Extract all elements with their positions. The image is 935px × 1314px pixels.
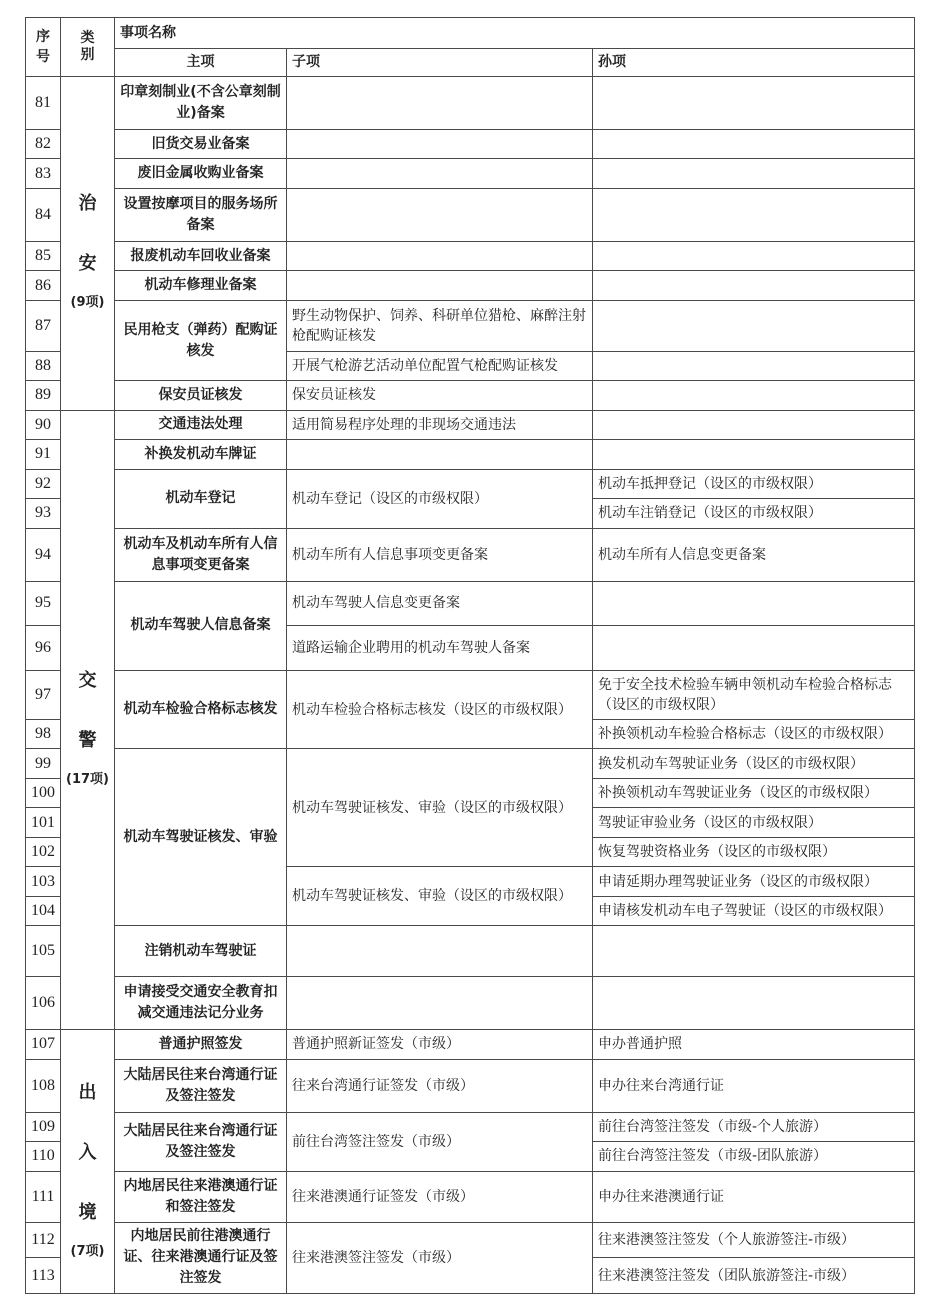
category-char: 入 <box>78 1141 97 1163</box>
main-item-cell: 废旧金属收购业备案 <box>115 159 287 189</box>
category-name <box>61 651 114 771</box>
row-number: 105 <box>26 926 61 977</box>
main-item-cell: 报废机动车回收业备案 <box>115 241 287 271</box>
grand-item-cell <box>593 626 915 671</box>
main-item-cell: 内地居民往来港澳通行证和签注签发 <box>115 1171 287 1222</box>
header-row-2 <box>26 48 915 76</box>
main-item-cell: 机动车驾驶人信息备案 <box>115 581 287 671</box>
table-row <box>26 381 915 411</box>
row-number: 111 <box>26 1171 61 1222</box>
category-char: 警 <box>78 729 97 751</box>
sub-item-cell <box>287 271 593 301</box>
sub-item-cell <box>287 977 593 1030</box>
grand-item-cell <box>593 581 915 626</box>
category-name <box>61 174 114 294</box>
row-number: 84 <box>26 188 61 241</box>
grand-item-cell <box>593 77 915 130</box>
matters-table <box>25 17 915 1294</box>
table-row <box>26 528 915 581</box>
grand-item-cell <box>593 129 915 159</box>
sub-item-cell: 保安员证核发 <box>287 381 593 411</box>
category-cell <box>61 77 115 411</box>
sub-item-cell: 机动车驾驶证核发、审验（设区的市级权限） <box>287 867 593 926</box>
main-item-cell: 大陆居民往来台湾通行证及签注签发 <box>115 1112 287 1171</box>
category-count: (9项) <box>70 295 105 311</box>
row-number: 112 <box>26 1222 61 1258</box>
category-cell <box>61 410 115 1030</box>
row-number: 95 <box>26 581 61 626</box>
table-row <box>26 1059 915 1112</box>
row-number: 103 <box>26 867 61 897</box>
category-count: (7项) <box>70 1243 105 1259</box>
row-number: 90 <box>26 410 61 440</box>
row-number: 83 <box>26 159 61 189</box>
row-number: 93 <box>26 499 61 529</box>
sub-item-cell: 野生动物保护、饲养、科研单位猎枪、麻醉注射枪配购证核发 <box>287 300 593 351</box>
row-number: 106 <box>26 977 61 1030</box>
header-category <box>61 18 115 77</box>
table-row <box>26 1171 915 1222</box>
grand-item-cell: 申请核发机动车电子驾驶证（设区的市级权限） <box>593 896 915 926</box>
grand-item-cell: 机动车所有人信息变更备案 <box>593 528 915 581</box>
row-number: 89 <box>26 381 61 411</box>
table-row <box>26 440 915 470</box>
sub-item-cell <box>287 77 593 130</box>
table-row <box>26 671 915 720</box>
grand-item-cell: 驾驶证审验业务（设区的市级权限） <box>593 808 915 838</box>
row-number: 108 <box>26 1059 61 1112</box>
header-row-1 <box>26 18 915 49</box>
category-char: 安 <box>78 253 97 275</box>
header-no: 序号 <box>26 18 61 77</box>
grand-item-cell <box>593 241 915 271</box>
table-row <box>26 129 915 159</box>
grand-item-cell <box>593 159 915 189</box>
header-sub: 子项 <box>287 48 593 76</box>
table-row <box>26 977 915 1030</box>
sub-item-cell: 往来港澳签注签发（市级） <box>287 1222 593 1293</box>
main-item-cell: 机动车及机动车所有人信息事项变更备案 <box>115 528 287 581</box>
grand-item-cell <box>593 381 915 411</box>
grand-item-cell <box>593 440 915 470</box>
row-number: 94 <box>26 528 61 581</box>
row-number: 87 <box>26 300 61 351</box>
row-number: 96 <box>26 626 61 671</box>
grand-item-cell: 申办往来台湾通行证 <box>593 1059 915 1112</box>
main-item-cell: 普通护照签发 <box>115 1030 287 1060</box>
category-count: (17项) <box>66 771 109 787</box>
grand-item-cell: 前往台湾签注签发（市级-个人旅游） <box>593 1112 915 1142</box>
main-item-cell: 保安员证核发 <box>115 381 287 411</box>
grand-item-cell: 免于安全技术检验车辆申领机动车检验合格标志（设区的市级权限） <box>593 671 915 720</box>
sub-item-cell: 机动车驾驶证核发、审验（设区的市级权限） <box>287 749 593 867</box>
main-item-cell: 民用枪支（弹药）配购证核发 <box>115 300 287 380</box>
row-number: 104 <box>26 896 61 926</box>
grand-item-cell: 换发机动车驾驶证业务（设区的市级权限） <box>593 749 915 779</box>
grand-item-cell: 机动车注销登记（设区的市级权限） <box>593 499 915 529</box>
grand-item-cell: 恢复驾驶资格业务（设区的市级权限） <box>593 837 915 867</box>
main-item-cell: 交通违法处理 <box>115 410 287 440</box>
sub-item-cell: 适用简易程序处理的非现场交通违法 <box>287 410 593 440</box>
header-grand: 孙项 <box>593 48 915 76</box>
main-item-cell: 机动车检验合格标志核发 <box>115 671 287 749</box>
category-char: 境 <box>78 1201 97 1223</box>
header-main: 主项 <box>115 48 287 76</box>
main-item-cell: 印章刻制业(不含公章刻制业)备案 <box>115 77 287 130</box>
table-row <box>26 300 915 351</box>
category-char: 出 <box>78 1081 97 1103</box>
grand-item-cell: 往来港澳签注签发（个人旅游签注-市级） <box>593 1222 915 1258</box>
main-item-cell: 机动车修理业备案 <box>115 271 287 301</box>
sub-item-cell: 往来港澳通行证签发（市级） <box>287 1171 593 1222</box>
table-row <box>26 410 915 440</box>
sub-item-cell <box>287 241 593 271</box>
row-number: 85 <box>26 241 61 271</box>
main-item-cell: 机动车登记 <box>115 469 287 528</box>
table-row <box>26 77 915 130</box>
grand-item-cell <box>593 271 915 301</box>
table-row <box>26 188 915 241</box>
table-row <box>26 749 915 779</box>
sub-item-cell: 机动车检验合格标志核发（设区的市级权限） <box>287 671 593 749</box>
table-row <box>26 469 915 499</box>
row-number: 107 <box>26 1030 61 1060</box>
row-number: 110 <box>26 1142 61 1172</box>
grand-item-cell: 申请延期办理驾驶证业务（设区的市级权限） <box>593 867 915 897</box>
grand-item-cell <box>593 977 915 1030</box>
main-item-cell: 申请接受交通安全教育扣减交通违法记分业务 <box>115 977 287 1030</box>
table-row <box>26 241 915 271</box>
main-item-cell: 大陆居民往来台湾通行证及签注签发 <box>115 1059 287 1112</box>
grand-item-cell <box>593 351 915 381</box>
table-row <box>26 159 915 189</box>
sub-item-cell: 机动车驾驶人信息变更备案 <box>287 581 593 626</box>
sub-item-cell: 机动车登记（设区的市级权限） <box>287 469 593 528</box>
category-char: 治 <box>78 193 97 215</box>
row-number: 82 <box>26 129 61 159</box>
row-number: 91 <box>26 440 61 470</box>
category-name <box>61 1063 114 1243</box>
grand-item-cell: 往来港澳签注签发（团队旅游签注-市级） <box>593 1258 915 1294</box>
category-cell <box>61 1030 115 1294</box>
grand-item-cell <box>593 188 915 241</box>
main-item-cell: 旧货交易业备案 <box>115 129 287 159</box>
header-item-name: 事项名称 <box>115 18 915 49</box>
main-item-cell: 内地居民前往港澳通行证、往来港澳通行证及签注签发 <box>115 1222 287 1293</box>
table-row <box>26 1112 915 1142</box>
table-row <box>26 271 915 301</box>
row-number: 92 <box>26 469 61 499</box>
sub-item-cell: 普通护照新证签发（市级） <box>287 1030 593 1060</box>
grand-item-cell: 前往台湾签注签发（市级-团队旅游） <box>593 1142 915 1172</box>
row-number: 100 <box>26 778 61 808</box>
table-row <box>26 926 915 977</box>
row-number: 113 <box>26 1258 61 1294</box>
main-item-cell: 注销机动车驾驶证 <box>115 926 287 977</box>
sub-item-cell: 道路运输企业聘用的机动车驾驶人备案 <box>287 626 593 671</box>
sub-item-cell <box>287 129 593 159</box>
row-number: 101 <box>26 808 61 838</box>
sub-item-cell: 开展气枪游艺活动单位配置气枪配购证核发 <box>287 351 593 381</box>
sub-item-cell: 机动车所有人信息事项变更备案 <box>287 528 593 581</box>
main-item-cell: 补换发机动车牌证 <box>115 440 287 470</box>
row-number: 98 <box>26 719 61 749</box>
table-row <box>26 1222 915 1258</box>
grand-item-cell: 申办往来港澳通行证 <box>593 1171 915 1222</box>
table-row <box>26 1030 915 1060</box>
sub-item-cell <box>287 440 593 470</box>
grand-item-cell <box>593 926 915 977</box>
grand-item-cell: 申办普通护照 <box>593 1030 915 1060</box>
sub-item-cell <box>287 926 593 977</box>
main-item-cell: 机动车驾驶证核发、审验 <box>115 749 287 926</box>
grand-item-cell: 补换领机动车检验合格标志（设区的市级权限） <box>593 719 915 749</box>
row-number: 97 <box>26 671 61 720</box>
sub-item-cell: 往来台湾通行证签发（市级） <box>287 1059 593 1112</box>
sub-item-cell <box>287 188 593 241</box>
row-number: 81 <box>26 77 61 130</box>
row-number: 109 <box>26 1112 61 1142</box>
header-category-text: 类别 <box>80 29 95 63</box>
grand-item-cell <box>593 300 915 351</box>
grand-item-cell: 机动车抵押登记（设区的市级权限） <box>593 469 915 499</box>
category-char: 交 <box>78 669 97 691</box>
sub-item-cell: 前往台湾签注签发（市级） <box>287 1112 593 1171</box>
sub-item-cell <box>287 159 593 189</box>
main-item-cell: 设置按摩项目的服务场所备案 <box>115 188 287 241</box>
row-number: 99 <box>26 749 61 779</box>
row-number: 86 <box>26 271 61 301</box>
table-row <box>26 581 915 626</box>
grand-item-cell <box>593 410 915 440</box>
row-number: 102 <box>26 837 61 867</box>
row-number: 88 <box>26 351 61 381</box>
grand-item-cell: 补换领机动车驾驶证业务（设区的市级权限） <box>593 778 915 808</box>
